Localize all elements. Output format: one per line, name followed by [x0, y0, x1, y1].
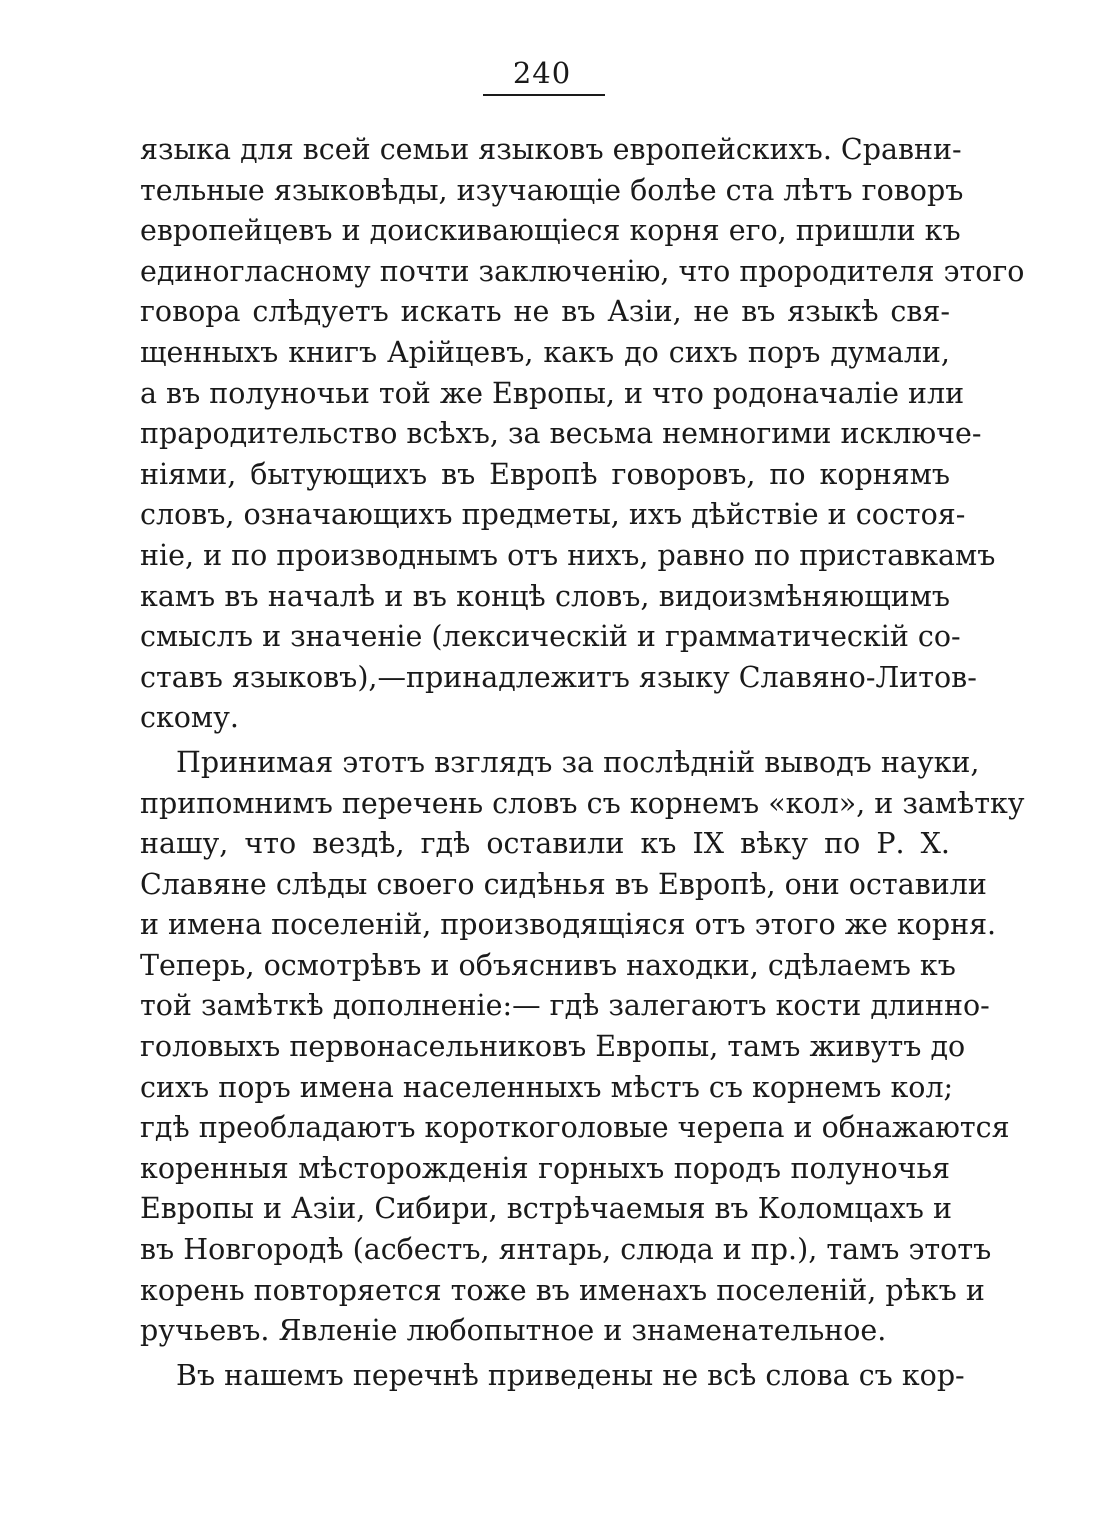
- text-line: тельные языковѣды, изучающіе болѣе ста лѣтъ говоръ: [140, 173, 964, 207]
- text-line: коренныя мѣсторожденія горныхъ породъ полуночья: [140, 1151, 950, 1185]
- text-line: ніями, бытующихъ въ Европѣ говоровъ, по корнямъ: [140, 457, 950, 491]
- text-line: скому.: [140, 701, 239, 735]
- text-line: единогласному почти заключенію, что прородителя этого: [140, 254, 1025, 288]
- body-text: [140, 130, 1025, 1396]
- text-line: ставъ языковъ),—принадлежитъ языку Славяно-Литов-: [140, 660, 977, 694]
- text-line: смыслъ и значеніе (лексическій и грамматическій со-: [140, 620, 961, 654]
- text-line: Теперь, осмотрѣвъ и объяснивъ находки, сдѣлаемъ къ: [140, 948, 956, 982]
- text-line: Европы и Азіи, Сибири, встрѣчаемыя въ Коломцахъ и: [140, 1192, 952, 1226]
- text-line: Въ нашемъ перечнѣ приведены не всѣ слова съ кор-: [176, 1358, 965, 1392]
- text-line: въ Новгородѣ (асбестъ, янтарь, слюда и пр.), тамъ этотъ: [140, 1233, 992, 1267]
- header-rule: [483, 94, 605, 96]
- page-number: 240: [512, 56, 572, 90]
- text-line: Славяне слѣды своего сидѣнья въ Европѣ, они оставили: [140, 867, 987, 901]
- text-line: европейцевъ и доискивающіеся корня его, пришли къ: [140, 214, 961, 248]
- text-line: камъ въ началѣ и въ концѣ словъ, видоизмѣняющимъ: [140, 579, 950, 613]
- paragraph-2: [140, 743, 1025, 1352]
- text-line: головыхъ первонасельниковъ Европы, тамъ живутъ до: [140, 1030, 966, 1064]
- text-line: и имена поселеній, производящіяся отъ этого же корня.: [140, 908, 997, 942]
- text-line: гдѣ преобладаютъ короткоголовые черепа и обнажаются: [140, 1111, 1010, 1145]
- text-line: припомнимъ перечень словъ съ корнемъ «кол», и замѣтку: [140, 786, 1025, 820]
- paragraph-1: [140, 130, 1025, 739]
- text-line: сихъ поръ имена населенныхъ мѣстъ съ корнемъ кол;: [140, 1070, 954, 1104]
- paragraph-3: [140, 1356, 965, 1397]
- text-line: словъ, означающихъ предметы, ихъ дѣйствіе и состоя-: [140, 498, 966, 532]
- text-line: а въ полуночьи той же Европы, и что родоначаліе или: [140, 376, 965, 410]
- text-line: прародительство всѣхъ, за весьма немногими исключе-: [140, 417, 982, 451]
- text-line: корень повторяется тоже въ именахъ поселеній, рѣкъ и: [140, 1273, 985, 1307]
- text-line: нашу, что вездѣ, гдѣ оставили къ IX вѣку по Р. Х.: [140, 827, 950, 861]
- text-line: щенныхъ книгъ Арійцевъ, какъ до сихъ поръ думали,: [140, 335, 950, 369]
- text-line: Принимая этотъ взглядъ за послѣдній выводъ науки,: [176, 745, 980, 779]
- text-line: языка для всей семьи языковъ европейскихъ. Сравни-: [140, 133, 962, 166]
- text-line: ручьевъ. Явленіе любопытное и знаменательное.: [140, 1314, 887, 1348]
- text-line: ніе, и по производнымъ отъ нихъ, равно по приставкамъ: [140, 538, 996, 572]
- text-line: той замѣткѣ дополненіе:— гдѣ залегаютъ кости длинно-: [140, 989, 990, 1023]
- text-line: говора слѣдуетъ искать не въ Азіи, не въ языкѣ свя-: [140, 295, 950, 329]
